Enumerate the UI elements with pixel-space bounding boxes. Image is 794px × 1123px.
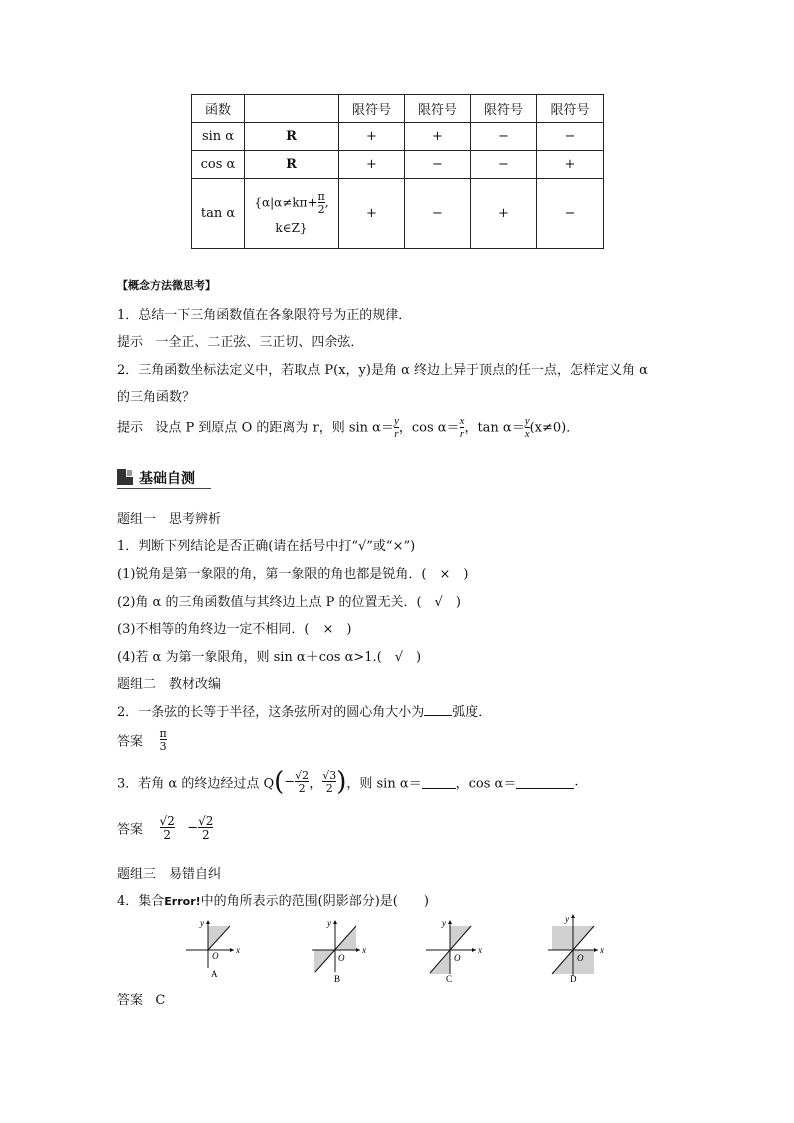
answer-blank (424, 703, 452, 716)
option-label: B (334, 974, 341, 982)
svg-text:x: x (362, 945, 366, 955)
section-heading (117, 466, 211, 489)
group-2-title: 题组二 教材改编 (117, 677, 222, 692)
option-label: D (570, 974, 577, 982)
domain-line-2: k∈Z} (275, 221, 308, 236)
y-over-x-fraction: $\frac{y}{x}$ (524, 415, 530, 440)
option-diagrams (170, 912, 650, 982)
option-b-diagram[interactable] (312, 918, 366, 982)
svg-text:O: O (577, 953, 584, 963)
question-2: 2．一条弦的长等于半径，这条弦所对的圆心角大小为 弧度． (117, 705, 492, 720)
header-cell (245, 95, 339, 123)
svg-text:O: O (338, 953, 345, 963)
header-cell: 限符号 (471, 95, 537, 123)
concept-answer-1: 提示 一全正、二正弦、三正切、四余弦． (117, 335, 364, 350)
group-1-title: 题组一 思考辨析 (117, 512, 222, 527)
concept-question-1: 1．总结一下三角函数值在各象限符号为正的规律． (117, 308, 412, 323)
func-cell: tan α (192, 179, 245, 249)
domain-cell: R (245, 151, 339, 179)
domain-cell: R (245, 123, 339, 151)
sign-cell: + (471, 179, 537, 249)
sign-cell: − (471, 151, 537, 179)
judgement-item: (2)角 α 的三角函数值与其终边上点 P 的位置无关．( √ ) (117, 595, 461, 610)
sqrt2-over-2-fraction: $\frac{√2}{2}$ (159, 814, 175, 842)
answer-blank (516, 776, 574, 789)
table-row (192, 123, 604, 151)
svg-text:x: x (478, 945, 482, 955)
sign-cell: − (405, 151, 471, 179)
judgement-item: (3)不相等的角终边一定不相同．( × ) (117, 622, 352, 637)
question-3: 3．若角 α 的终边经过点 Q(− $\frac{√2}{2}$ ， $\frac{√3}{2}$ )，则 sin α＝ ，cos α＝ . (117, 767, 579, 797)
svg-text:x: x (236, 945, 240, 955)
option-d-diagram[interactable] (548, 914, 604, 982)
svg-text:O: O (212, 951, 219, 961)
sqrt3-over-2-fraction: $\frac{√3}{2}$ (322, 769, 337, 795)
svg-text:O: O (454, 953, 461, 963)
func-cell: cos α (192, 151, 245, 179)
table-row (192, 179, 604, 249)
table-header-row (192, 95, 604, 123)
section-marker-icon (117, 469, 133, 485)
sign-table (191, 94, 604, 249)
option-a-diagram[interactable] (186, 918, 240, 979)
svg-text:y: y (565, 914, 569, 924)
svg-text:y: y (200, 918, 204, 928)
func-cell: sin α (192, 123, 245, 151)
header-cell: 限符号 (405, 95, 471, 123)
question-4: 4．集合Error!中的角所表示的范围(阴影部分)是( ) (117, 894, 429, 909)
pi-over-2-fraction: $\frac{\pi}{2}$ (317, 190, 325, 217)
answer-2: 答案 $\frac{\pi}{3}$ (117, 727, 167, 753)
y-over-r-fraction: $\frac{y}{r}$ (393, 415, 399, 440)
sign-cell: + (339, 179, 405, 249)
sign-cell: + (339, 151, 405, 179)
header-cell: 限符号 (537, 95, 604, 123)
sqrt2-over-2-fraction: $\frac{√2}{2}$ (295, 769, 310, 795)
sign-cell: + (537, 151, 604, 179)
header-cell: 限符号 (339, 95, 405, 123)
sign-cell: + (339, 123, 405, 151)
sign-cell: − (471, 123, 537, 151)
judgement-item: (4)若 α 为第一象限角，则 sin α＋cos α>1.( √ ) (117, 650, 422, 665)
option-c-diagram[interactable] (426, 918, 482, 982)
header-cell: 函数 (192, 95, 245, 123)
table-row (192, 151, 604, 179)
sign-cell: − (537, 179, 604, 249)
concept-question-2-line-2: 的三角函数？ (117, 390, 196, 405)
x-over-r-fraction: $\frac{x}{r}$ (459, 415, 465, 440)
section-title: 基础自测 (139, 471, 195, 487)
sign-cell: − (537, 123, 604, 151)
answer-4: 答案 C (117, 993, 166, 1008)
concept-question-2-line-1: 2．三角函数坐标法定义中，若取点 P(x，y)是角 α 终边上异于顶点的任一点，怎样定义角 α (117, 363, 648, 378)
svg-text:y: y (442, 918, 446, 928)
concept-answer-2: 提示 设点 P 到原点 O 的距离为 r，则 sin α＝ $\frac{y}{r}$ ，cos α＝ $\frac{x}{r}$ ，tan α＝ $\frac{y}{x}$ (x≠0)． (117, 415, 580, 440)
concept-heading: 【概念方法微思考】 (117, 279, 216, 292)
svg-text:x: x (600, 945, 604, 955)
domain-cell (245, 179, 339, 249)
option-label: A (211, 969, 218, 979)
sign-cell: − (405, 179, 471, 249)
pi-over-3-fraction: $\frac{\pi}{3}$ (159, 727, 167, 753)
group-3-title: 题组三 易错自纠 (117, 867, 222, 882)
svg-text:y: y (327, 918, 331, 928)
neg-sqrt2-over-2-fraction: $\frac{√2}{2}$ (198, 814, 214, 842)
answer-3: 答案 $\frac{√2}{2}$ − $\frac{√2}{2}$ (117, 814, 214, 842)
judgement-item: (1)锐角是第一象限的角，第一象限的角也都是锐角．( × ) (117, 567, 469, 582)
domain-line-1: {α|α≠kπ+ $\frac{\pi}{2}$ , (254, 190, 329, 217)
sign-cell: + (405, 123, 471, 151)
option-label: C (446, 974, 453, 982)
group-1-question: 1．判断下列结论是否正确(请在括号中打“√”或“×”) (117, 539, 416, 554)
answer-blank (422, 776, 456, 789)
